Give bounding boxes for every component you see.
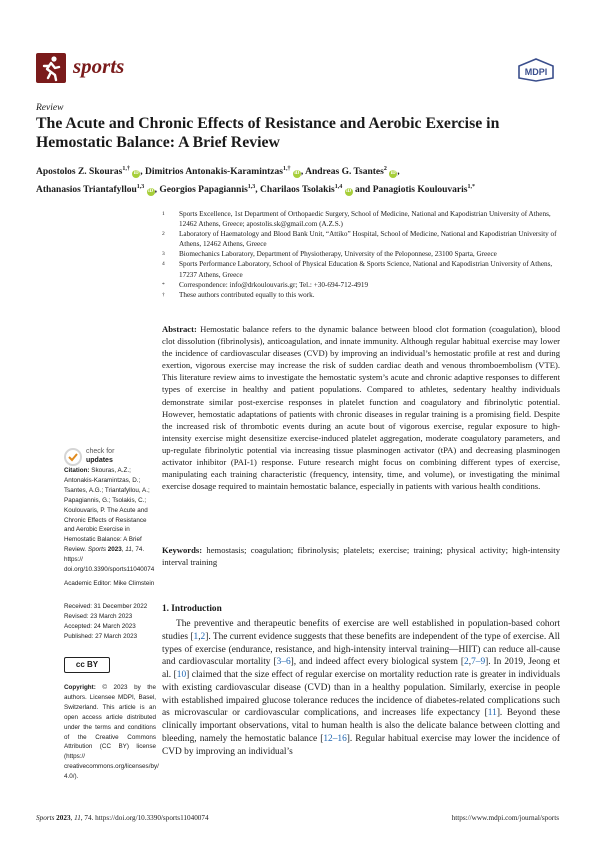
journal-logo bbox=[36, 53, 66, 83]
citation-year: 2023 bbox=[107, 546, 122, 554]
author-name: Georgios Papagiannis bbox=[159, 185, 248, 196]
affiliation-mark: 2 bbox=[162, 231, 165, 238]
affiliations bbox=[162, 209, 562, 300]
footer-journal: Sports bbox=[36, 814, 55, 822]
citation-volume: 11 bbox=[125, 546, 132, 554]
orcid-icon[interactable]: iD bbox=[294, 171, 300, 177]
affiliation-item bbox=[162, 259, 562, 279]
affiliation-text: Correspondence: info@drkoulouvaris.gr; Tel.: +30-694-712-4919 bbox=[179, 280, 369, 289]
author-separator: and bbox=[352, 185, 373, 196]
affiliation-mark: † bbox=[162, 291, 165, 298]
affiliation-item bbox=[162, 209, 562, 229]
date-received: Received: 31 December 2022 bbox=[64, 603, 148, 610]
citation-pages: , 74. https:// bbox=[64, 546, 145, 564]
reference-link[interactable]: 10 bbox=[176, 670, 187, 680]
author-name: Charilaos Tsolakis bbox=[260, 185, 335, 196]
reference-link[interactable]: 2 bbox=[200, 631, 206, 642]
affiliation-mark: 1 bbox=[162, 211, 165, 217]
intro-text: ]. Regular habitual exercise may lower the incidence of CVD by improving an individual’s bbox=[162, 733, 560, 757]
author-list bbox=[36, 162, 566, 198]
orcid-icon[interactable]: iD bbox=[346, 189, 352, 195]
copyright-text: © 2023 by the authors. Licensee MDPI, Basel, Switzerland. This article is an open access article distributed under the terms and conditions of the Creative Commons Attribution (CC BY) license (https:// creativecommons.org/licenses/by/ 4.0/). bbox=[64, 684, 159, 781]
mdpi-logo-text: MDPI bbox=[524, 67, 548, 77]
intro-text: The preventive and therapeutic benefits of exercise are well established in population-based cohort studies [ bbox=[162, 619, 560, 642]
author-affiliation-mark: 1,3 bbox=[247, 184, 256, 191]
intro-text: ]. In 2019, Jeong et al. [ bbox=[162, 657, 560, 680]
author-separator: , bbox=[255, 185, 261, 196]
affiliation-mark: 4 bbox=[162, 261, 165, 268]
article-type: Review bbox=[36, 103, 64, 113]
footer-journal-url[interactable]: https://www.mdpi.com/journal/sports bbox=[451, 814, 559, 822]
runner-icon bbox=[36, 53, 66, 83]
copyright-label: Copyright: bbox=[64, 684, 96, 691]
check-updates-line1: check for bbox=[86, 448, 115, 455]
reference-link[interactable]: 12–16 bbox=[323, 733, 347, 744]
intro-text: , bbox=[198, 631, 201, 642]
affiliation-mark: 3 bbox=[162, 251, 165, 258]
author-name: Athanasios Triantafyllou bbox=[36, 185, 137, 196]
author-affiliation-mark: 1,4 bbox=[334, 184, 343, 191]
affiliation-text: Sports Performance Laboratory, School of Physical Education & Sports Science, National and Kapodistrian University of Athens, 17237 Athens, Greece bbox=[179, 260, 553, 279]
author-name: Apostolos Z. Skouras bbox=[36, 167, 123, 178]
abstract bbox=[162, 323, 560, 492]
footer-citation: Sports 2023, 11, 74. https://doi.org/10.3390/sports11040074 bbox=[36, 814, 209, 822]
citation-block: Citation: Skouras, A.Z.; Antonakis-Karamintzas, D.; Tsantes, A.G.; Triantafyllou, A.; Papagiannis, G.; Tsolakis, C.; Koulouvaris, P. The Acute and Chronic Effects of Resistance and Aerobic Exercise in Hemostatic Balance: A Brief Review. Sports 2023, 11, 74. https:// doi.org/10.3390/sports11040074 bbox=[64, 467, 155, 574]
affiliation-item bbox=[162, 229, 562, 249]
check-updates-line2: updates bbox=[86, 456, 113, 464]
mdpi-logo bbox=[517, 58, 555, 82]
orcid-icon[interactable]: iD bbox=[148, 189, 154, 195]
author-affiliation-mark: 2 bbox=[383, 166, 387, 172]
author-separator: , bbox=[154, 185, 160, 196]
keywords-label: Keywords: bbox=[162, 545, 203, 555]
footer-year: 2023 bbox=[56, 814, 71, 822]
affiliation-item bbox=[162, 290, 562, 300]
orcid-icon[interactable]: iD bbox=[390, 171, 396, 177]
dates-block bbox=[64, 602, 156, 642]
author-separator: , bbox=[300, 167, 306, 178]
journal-name: sports bbox=[73, 54, 125, 78]
author-name: Panagiotis Koulouvaris bbox=[372, 185, 468, 196]
cc-by-badge[interactable]: cc BY bbox=[64, 657, 110, 673]
author-affiliation-mark: 1,† bbox=[122, 166, 130, 172]
affiliation-item bbox=[162, 280, 562, 290]
intro-text: ]. The current evidence suggests that these benefits are independent of the type of exercise. All types of exercise (endurance, resistance, and high-intensity interval training—HIIT) can reduce all-cause and cardiovascular mortality [ bbox=[162, 631, 560, 668]
author-affiliation-mark: 1,† bbox=[282, 166, 291, 172]
reference-link[interactable]: 3–6 bbox=[276, 657, 291, 668]
affiliation-item bbox=[162, 249, 562, 259]
citation-doi[interactable]: doi.org/10.3390/sports11040074 bbox=[64, 566, 155, 574]
author-affiliation-mark: 1,3 bbox=[136, 184, 145, 191]
reference-link[interactable]: 11 bbox=[487, 708, 497, 719]
affiliation-text: Laboratory of Haematology and Blood Bank Unit, “Attiko” Hospital, School of Medicine, National and Kapodistrian University of Athens, 12462 Athens, Greece bbox=[179, 230, 557, 249]
author-affiliation-mark: 1,* bbox=[467, 184, 475, 191]
intro-text: ] claimed that the size effect of regular exercise on mortality reduction rate is greater in individuals with existing cardiovascular disease (CVD) than in a healthy population. Similarly, exercise in people with established impaired glucose tolerance reduces the incidence of diabetes-related complications such as microvascular or cardiovascular complications, and increases life expectancy [ bbox=[162, 670, 561, 719]
affiliation-mark: * bbox=[162, 281, 165, 288]
check-updates-icon bbox=[64, 448, 82, 466]
section-heading: 1. Introduction bbox=[162, 604, 222, 614]
footer-volume: 11 bbox=[74, 814, 81, 822]
reference-link[interactable]: 1 bbox=[193, 631, 199, 642]
introduction-body bbox=[162, 618, 560, 758]
date-published: Published: 27 March 2023 bbox=[64, 632, 138, 640]
footer-doi[interactable]: , 74. https://doi.org/10.3390/sports11040074 bbox=[80, 814, 209, 822]
abstract-text: Hemostatic balance refers to the dynamic balance between blood clot formation (coagulation), blood clot dissolution (fibrinolysis), anticoagulation, and innate immunity. Although regular habitual exercise may lower the incidence of cardiovascular diseases (CVD) by improving an individual’s hemostatic profile at rest and during exertion, vigorous exercise may increase the risk of sudden cardiac death and venous thromboembolism (VTE). This literature review aims to investigate the hemostatic system’s acute and chronic adaptive responses to different types of exercise in healthy and patient populations. Compared to athletes, sedentary healthy individuals demonstrate similar post-exercise responses in platelet function and coagulatory and fibrinolytic potential. However, hemostatic adaptations of patients with chronic diseases in regular training is a promising field. Despite the increased risk of thrombotic events during an acute bout of vigorous exercise, regular exposure to high-intensity exercise might desensitize exercise-induced platelet aggregation, moderate coagulatory parameters, and up-regulate fibrinolytic potential via increasing tissue plasminogen activator (tPA) and decreasing plasminogen activator inhibitor (PAI-1) response. Future research might focus on combining different types of exercise, manipulating each training characteristic (frequency, intensity, time, and volume), or investigating the minimal exercise dosage required to maintain hemostatic balance, especially in patients with various health conditions. bbox=[162, 324, 561, 492]
reference-link[interactable]: 2 bbox=[464, 657, 469, 668]
date-revised: Revised: 23 March 2023 bbox=[64, 612, 133, 620]
orcid-icon[interactable]: iD bbox=[133, 171, 139, 177]
author-name: Andreas G. Tsantes bbox=[305, 167, 384, 178]
abstract-label: Abstract: bbox=[162, 324, 197, 334]
author-name: Dimitrios Antonakis-Karamintzas bbox=[144, 167, 283, 178]
copyright-block bbox=[64, 683, 159, 782]
reference-link[interactable]: 7–9 bbox=[471, 657, 486, 668]
affiliation-text: Sports Excellence, 1st Department of Orthopaedic Surgery, School of Medicine, National and Kapodistrian University of Athens, 12462 Athens, Greece; apostolis.sk@gmail.com (A.Z.S.) bbox=[179, 210, 551, 229]
affiliation-text: Biomechanics Laboratory, Department of Physiotherapy, University of the Peloponnese, 23100 Sparta, Greece bbox=[179, 250, 497, 259]
author-separator: , bbox=[140, 167, 145, 178]
citation-journal: Sports bbox=[87, 546, 107, 554]
author-separator: , bbox=[397, 167, 400, 178]
academic-editor: Academic Editor: Mike Climstein bbox=[64, 580, 155, 587]
date-accepted: Accepted: 24 March 2023 bbox=[64, 622, 136, 630]
article-title: The Acute and Chronic Effects of Resistance and Aerobic Exercise in Hemostatic Balance: A Brief Review bbox=[36, 115, 500, 151]
intro-text: ], and indeed affect every biological system [ bbox=[290, 657, 465, 668]
citation-text: Skouras, A.Z.; Antonakis-Karamintzas, D.; Tsantes, A.G.; Triantafyllou, A.; Papagiannis, G.; Tsolakis, C.; Koulouvaris, P. The Acute and Chronic Effects of Resistance and Aerobic Exercise in Hemostatic Balance: A Brief Review. bbox=[64, 467, 150, 554]
intro-text: ]. Beyond these clinically important observations, vital to human health is also the delicate balance between clotting and bleeding, namely the hemostatic balance [ bbox=[162, 708, 560, 744]
intro-text: , bbox=[468, 657, 472, 668]
citation-label: Citation: bbox=[64, 467, 90, 474]
affiliation-text: These authors contributed equally to this work. bbox=[179, 290, 315, 299]
keywords-text: hemostasis; coagulation; fibrinolysis; platelets; exercise; training; physical activity; high-intensity interval training bbox=[162, 545, 560, 568]
keywords bbox=[162, 544, 560, 568]
